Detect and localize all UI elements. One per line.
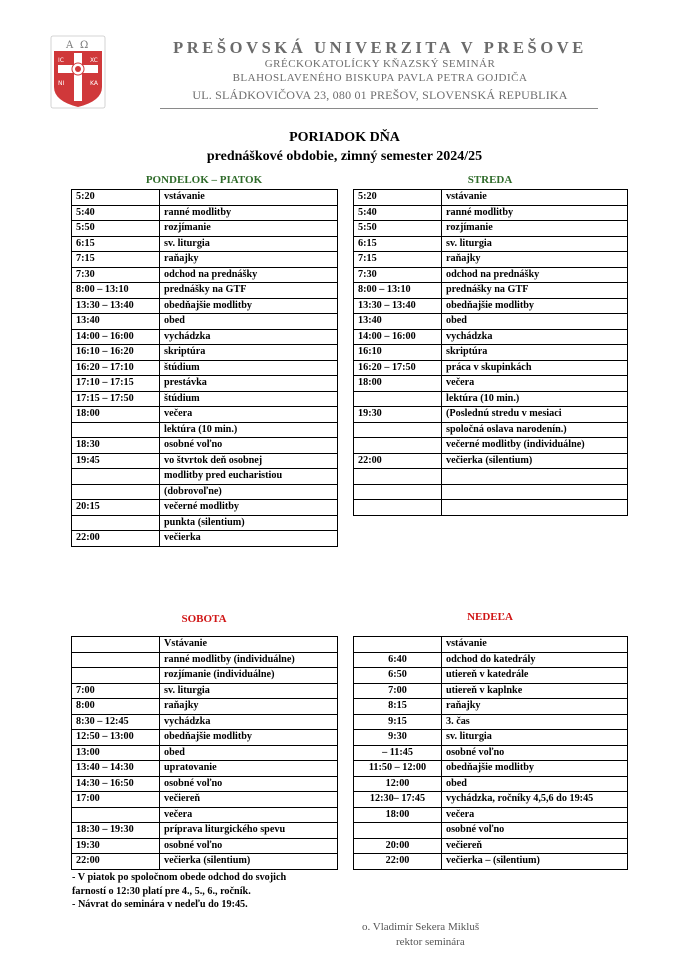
schedule-row — [354, 298, 628, 314]
activity-cell: osobné voľno — [442, 745, 628, 761]
time-cell: 22:00 — [72, 531, 160, 547]
activity-cell — [442, 500, 628, 516]
schedule-row — [354, 668, 628, 684]
time-cell: 14:30 – 16:50 — [72, 776, 160, 792]
activity-cell: 3. čas — [442, 714, 628, 730]
schedule-row — [354, 838, 628, 854]
schedule-row — [72, 314, 338, 330]
activity-cell: večerné modlitby — [160, 500, 338, 516]
time-cell: 12:30– 17:45 — [354, 792, 442, 808]
activity-cell: štúdium — [160, 391, 338, 407]
time-cell — [72, 422, 160, 438]
schedule-row — [72, 714, 338, 730]
time-cell: 18:30 — [72, 438, 160, 454]
schedule-row — [72, 730, 338, 746]
time-cell: 22:00 — [72, 854, 160, 870]
activity-cell: vo štvrtok deň osobnej — [160, 453, 338, 469]
schedule-row — [72, 807, 338, 823]
time-cell — [354, 422, 442, 438]
schedule-row — [354, 652, 628, 668]
time-cell: 6:50 — [354, 668, 442, 684]
schedule-row — [72, 252, 338, 268]
schedule-row — [72, 376, 338, 392]
time-cell — [354, 484, 442, 500]
schedule-row — [72, 438, 338, 454]
activity-cell: príprava liturgického spevu — [160, 823, 338, 839]
schedule-row — [72, 407, 338, 423]
schedule-row — [72, 761, 338, 777]
activity-cell: skriptúra — [160, 345, 338, 361]
logo-omega: Ω — [80, 40, 89, 51]
time-cell: 9:15 — [354, 714, 442, 730]
time-cell: 7:00 — [72, 683, 160, 699]
activity-cell: raňajky — [160, 699, 338, 715]
time-cell: 7:30 — [354, 267, 442, 283]
logo-ni: NI — [58, 80, 65, 87]
schedule-row — [354, 190, 628, 206]
time-cell: 13:40 — [72, 314, 160, 330]
time-cell: 22:00 — [354, 854, 442, 870]
time-cell: 19:45 — [72, 453, 160, 469]
activity-cell: vychádzka — [160, 714, 338, 730]
activity-cell: večierka — [160, 531, 338, 547]
seminary-address: UL. SLÁDKOVIČOVA 23, 080 01 PREŠOV, SLOVENSKÁ REPUBLIKA — [192, 88, 568, 102]
time-cell — [72, 469, 160, 485]
time-cell: 6:15 — [72, 236, 160, 252]
schedule-row — [354, 438, 628, 454]
heading-saturday: SOBOTA — [181, 613, 227, 625]
schedule-row — [354, 391, 628, 407]
time-cell: 11:50 – 12:00 — [354, 761, 442, 777]
time-cell: 5:40 — [72, 205, 160, 221]
schedule-row — [72, 345, 338, 361]
schedule-sunday — [353, 636, 628, 870]
time-cell: 5:50 — [72, 221, 160, 237]
activity-cell: rozjímanie — [442, 221, 628, 237]
schedule-row — [72, 652, 338, 668]
time-cell: 12:50 – 13:00 — [72, 730, 160, 746]
seminary-name: GRÉCKOKATOLÍCKY KŇAZSKÝ SEMINÁR — [264, 58, 496, 70]
schedule-row — [354, 637, 628, 653]
logo-xc: XC — [90, 57, 98, 64]
schedule-row — [72, 531, 338, 547]
time-cell: 18:00 — [354, 807, 442, 823]
schedule-row — [354, 236, 628, 252]
schedule-row — [354, 761, 628, 777]
activity-cell: odchod na prednášky — [160, 267, 338, 283]
schedule-row — [354, 345, 628, 361]
activity-cell: Vstávanie — [160, 637, 338, 653]
time-cell: 18:00 — [354, 376, 442, 392]
time-cell: 12:00 — [354, 776, 442, 792]
schedule-row — [354, 422, 628, 438]
activity-cell: sv. liturgia — [442, 730, 628, 746]
schedule-row — [72, 637, 338, 653]
activity-cell: vstávanie — [442, 637, 628, 653]
activity-cell: lektúra (10 min.) — [442, 391, 628, 407]
activity-cell — [442, 484, 628, 500]
activity-cell: odchod do katedrály — [442, 652, 628, 668]
time-cell — [354, 637, 442, 653]
schedule-row — [354, 453, 628, 469]
time-cell: 17:10 – 17:15 — [72, 376, 160, 392]
activity-cell: modlitby pred eucharistiou — [160, 469, 338, 485]
time-cell: 5:20 — [72, 190, 160, 206]
activity-cell: vychádzka — [442, 329, 628, 345]
time-cell: 16:10 – 16:20 — [72, 345, 160, 361]
time-cell: 6:40 — [354, 652, 442, 668]
time-cell: 17:00 — [72, 792, 160, 808]
schedule-row — [72, 469, 338, 485]
page-subtitle: prednáškové obdobie, zimný semester 2024/25 — [206, 149, 483, 164]
activity-cell: utiereň v katedrále — [442, 668, 628, 684]
time-cell: 16:10 — [354, 345, 442, 361]
note-line: - V piatok po spoločnom obede odchod do svojich — [72, 872, 287, 883]
time-cell: 13:00 — [72, 745, 160, 761]
schedule-row — [354, 745, 628, 761]
schedule-row — [72, 329, 338, 345]
activity-cell: ranné modlitby — [442, 205, 628, 221]
time-cell: 8:15 — [354, 699, 442, 715]
schedule-row — [72, 699, 338, 715]
time-cell — [72, 652, 160, 668]
activity-cell: večera — [160, 407, 338, 423]
university-name: PREŠOVSKÁ UNIVERZITA V PREŠOVE — [173, 38, 587, 57]
schedule-row — [72, 854, 338, 870]
time-cell — [72, 484, 160, 500]
logo-ic: IC — [58, 57, 64, 64]
activity-cell: (dobrovoľne) — [160, 484, 338, 500]
time-cell — [354, 469, 442, 485]
activity-cell: obedňajšie modlitby — [160, 730, 338, 746]
schedule-row — [354, 221, 628, 237]
time-cell: – 11:45 — [354, 745, 442, 761]
schedule-row — [354, 329, 628, 345]
schedule-row — [354, 854, 628, 870]
schedule-row — [354, 314, 628, 330]
activity-cell: osobné voľno — [160, 776, 338, 792]
seminary-patron: BLAHOSLAVENÉHO BISKUPA PAVLA PETRA GOJDIČA — [232, 72, 528, 84]
schedule-row — [72, 500, 338, 516]
page-title: PORIADOK DŇA — [289, 130, 400, 145]
schedule-row — [354, 730, 628, 746]
schedule-wednesday — [353, 189, 628, 516]
activity-cell: utiereň v kaplnke — [442, 683, 628, 699]
activity-cell: obed — [160, 314, 338, 330]
time-cell: 7:15 — [72, 252, 160, 268]
activity-cell: raňajky — [442, 252, 628, 268]
time-cell: 13:40 — [354, 314, 442, 330]
activity-cell: večiereň — [442, 838, 628, 854]
schedule-row — [72, 515, 338, 531]
activity-cell: raňajky — [160, 252, 338, 268]
time-cell — [354, 500, 442, 516]
activity-cell: večierka (silentium) — [442, 453, 628, 469]
time-cell: 19:30 — [72, 838, 160, 854]
schedule-row — [72, 792, 338, 808]
activity-cell: večerné modlitby (individuálne) — [442, 438, 628, 454]
schedule-row — [354, 683, 628, 699]
time-cell: 9:30 — [354, 730, 442, 746]
activity-cell: vstávanie — [160, 190, 338, 206]
activity-cell: obed — [442, 776, 628, 792]
activity-cell: osobné voľno — [160, 438, 338, 454]
schedule-row — [354, 699, 628, 715]
time-cell: 20:00 — [354, 838, 442, 854]
schedule-row — [354, 283, 628, 299]
activity-cell: vychádzka — [160, 329, 338, 345]
time-cell: 16:20 – 17:50 — [354, 360, 442, 376]
time-cell: 7:30 — [72, 267, 160, 283]
schedule-row — [354, 823, 628, 839]
activity-cell: skriptúra — [442, 345, 628, 361]
time-cell: 13:30 – 13:40 — [72, 298, 160, 314]
schedule-row — [354, 469, 628, 485]
note-line: farností o 12:30 platí pre 4., 5., 6., ročník. — [72, 885, 251, 897]
schedule-row — [354, 807, 628, 823]
heading-wednesday: STREDA — [467, 174, 513, 186]
schedule-row — [72, 283, 338, 299]
activity-cell: večierka (silentium) — [160, 854, 338, 870]
schedule-row — [354, 792, 628, 808]
logo-alpha: Α — [66, 40, 74, 51]
time-cell: 18:00 — [72, 407, 160, 423]
time-cell: 14:00 – 16:00 — [72, 329, 160, 345]
time-cell: 13:40 – 14:30 — [72, 761, 160, 777]
time-cell: 8:00 — [72, 699, 160, 715]
activity-cell — [442, 469, 628, 485]
header-divider — [160, 108, 598, 109]
activity-cell: obedňajšie modlitby — [442, 761, 628, 777]
activity-cell: vstávanie — [442, 190, 628, 206]
schedule-row — [354, 500, 628, 516]
schedule-row — [354, 252, 628, 268]
activity-cell: vychádzka, ročníky 4,5,6 do 19:45 — [442, 792, 628, 808]
schedule-row — [354, 376, 628, 392]
activity-cell: ranné modlitby (individuálne) — [160, 652, 338, 668]
activity-cell: večera — [442, 807, 628, 823]
activity-cell: sv. liturgia — [442, 236, 628, 252]
activity-cell: večierka – (silentium) — [442, 854, 628, 870]
activity-cell: obedňajšie modlitby — [442, 298, 628, 314]
note-line: - Návrat do seminára v nedeľu do 19:45. — [72, 899, 248, 910]
schedule-row — [72, 453, 338, 469]
schedule-row — [72, 236, 338, 252]
schedule-row — [354, 776, 628, 792]
activity-cell: večera — [442, 376, 628, 392]
time-cell: 6:15 — [354, 236, 442, 252]
time-cell: 14:00 – 16:00 — [354, 329, 442, 345]
activity-cell: ranné modlitby — [160, 205, 338, 221]
schedule-row — [354, 360, 628, 376]
time-cell: 5:20 — [354, 190, 442, 206]
time-cell: 7:00 — [354, 683, 442, 699]
activity-cell: rozjímanie (individuálne) — [160, 668, 338, 684]
heading-sunday: NEDEĽA — [467, 611, 513, 623]
schedule-row — [72, 838, 338, 854]
time-cell — [354, 438, 442, 454]
time-cell: 20:15 — [72, 500, 160, 516]
time-cell: 18:30 – 19:30 — [72, 823, 160, 839]
schedule-notes — [72, 871, 286, 912]
time-cell — [354, 391, 442, 407]
schedule-row — [72, 422, 338, 438]
activity-cell: punkta (silentium) — [160, 515, 338, 531]
activity-cell: osobné voľno — [160, 838, 338, 854]
activity-cell: raňajky — [442, 699, 628, 715]
schedule-row — [354, 205, 628, 221]
schedule-row — [72, 484, 338, 500]
activity-cell: sv. liturgia — [160, 236, 338, 252]
schedule-row — [354, 714, 628, 730]
time-cell: 8:00 – 13:10 — [72, 283, 160, 299]
activity-cell: prednášky na GTF — [442, 283, 628, 299]
schedule-row — [72, 776, 338, 792]
activity-cell: spoločná oslava narodenín.) — [442, 422, 628, 438]
schedule-weekdays — [71, 189, 338, 547]
schedule-saturday — [71, 636, 338, 870]
heading-weekdays: PONDELOK – PIATOK — [145, 174, 263, 186]
time-cell: 13:30 – 13:40 — [354, 298, 442, 314]
activity-cell: upratovanie — [160, 761, 338, 777]
time-cell: 8:00 – 13:10 — [354, 283, 442, 299]
signature-role: rektor seminára — [396, 936, 465, 948]
time-cell: 16:20 – 17:10 — [72, 360, 160, 376]
activity-cell: lektúra (10 min.) — [160, 422, 338, 438]
activity-cell: večera — [160, 807, 338, 823]
time-cell: 22:00 — [354, 453, 442, 469]
schedule-row — [72, 190, 338, 206]
schedule-row — [72, 205, 338, 221]
schedule-row — [72, 298, 338, 314]
activity-cell: obed — [160, 745, 338, 761]
activity-cell: práca v skupinkách — [442, 360, 628, 376]
activity-cell: rozjímanie — [160, 221, 338, 237]
schedule-row — [354, 484, 628, 500]
time-cell: 5:40 — [354, 205, 442, 221]
activity-cell: prestávka — [160, 376, 338, 392]
activity-cell: štúdium — [160, 360, 338, 376]
time-cell — [72, 668, 160, 684]
time-cell: 19:30 — [354, 407, 442, 423]
schedule-row — [72, 683, 338, 699]
schedule-row — [354, 267, 628, 283]
schedule-row — [72, 668, 338, 684]
activity-cell: prednášky na GTF — [160, 283, 338, 299]
schedule-row — [72, 221, 338, 237]
time-cell — [354, 823, 442, 839]
activity-cell: obed — [442, 314, 628, 330]
activity-cell: odchod na prednášky — [442, 267, 628, 283]
seminary-logo — [50, 35, 106, 109]
schedule-row — [72, 267, 338, 283]
activity-cell: sv. liturgia — [160, 683, 338, 699]
schedule-row — [72, 745, 338, 761]
activity-cell: osobné voľno — [442, 823, 628, 839]
logo-ka: KA — [90, 80, 98, 87]
activity-cell: večiereň — [160, 792, 338, 808]
schedule-row — [72, 391, 338, 407]
time-cell: 17:15 – 17:50 — [72, 391, 160, 407]
schedule-row — [72, 360, 338, 376]
schedule-row — [354, 407, 628, 423]
schedule-row — [72, 823, 338, 839]
signature-name: o. Vladimír Sekera Mikluš — [362, 921, 480, 933]
activity-cell: (Poslednú stredu v mesiaci — [442, 407, 628, 423]
time-cell: 8:30 – 12:45 — [72, 714, 160, 730]
time-cell — [72, 515, 160, 531]
activity-cell: obedňajšie modlitby — [160, 298, 338, 314]
time-cell: 5:50 — [354, 221, 442, 237]
time-cell — [72, 807, 160, 823]
time-cell: 7:15 — [354, 252, 442, 268]
time-cell — [72, 637, 160, 653]
